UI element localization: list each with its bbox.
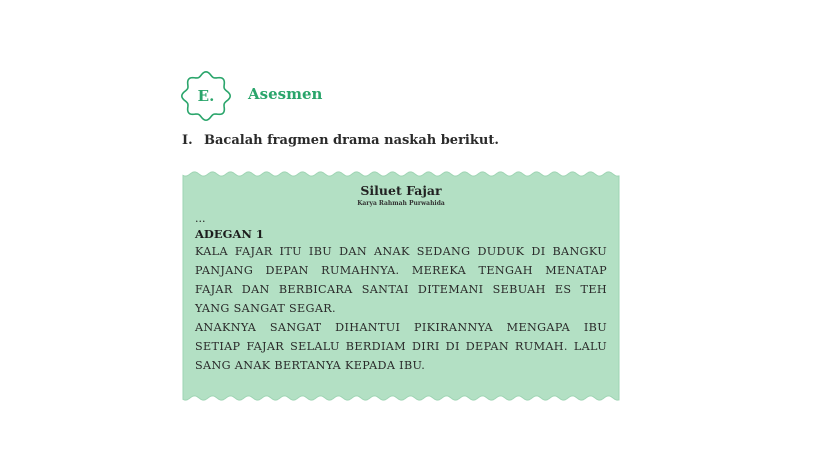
- paragraph-line: PANJANG DEPAN RUMAHNYA. MEREKA TENGAH MENATAP: [195, 264, 607, 277]
- section-title: Asesmen: [248, 85, 323, 103]
- play-title: Siluet Fajar: [360, 183, 442, 198]
- scene-heading: ADEGAN 1: [195, 227, 264, 241]
- instruction-text: Bacalah fragmen drama naskah berikut.: [204, 133, 499, 148]
- ellipsis: ...: [195, 212, 206, 225]
- script-box-content: [195, 183, 607, 375]
- section-letter: E.: [197, 87, 215, 105]
- paragraph-2: [195, 318, 607, 375]
- paragraph-line: KALA FAJAR ITU IBU DAN ANAK SEDANG DUDUK DI BANGKU: [195, 245, 607, 258]
- section-badge: [180, 70, 232, 122]
- script-box: [181, 168, 621, 404]
- paragraph-line: YANG SANGAT SEGAR.: [195, 302, 336, 315]
- paragraph-1: [195, 242, 607, 318]
- paragraph-line: SANG ANAK BERTANYA KEPADA IBU.: [195, 359, 426, 372]
- paragraph-line: SETIAP FAJAR SELALU BERDIAM DIRI DI DEPAN RUMAH. LALU: [195, 340, 607, 353]
- paragraph-line: FAJAR DAN BERBICARA SANTAI DITEMANI SEBUAH ES TEH: [195, 283, 607, 296]
- instruction-number: I.: [182, 133, 193, 148]
- instruction: [182, 133, 499, 148]
- play-author: Karya Rahmah Purwahida: [357, 200, 445, 207]
- paragraph-line: ANAKNYA SANGAT DIHANTUI PIKIRANNYA MENGAPA IBU: [195, 321, 607, 334]
